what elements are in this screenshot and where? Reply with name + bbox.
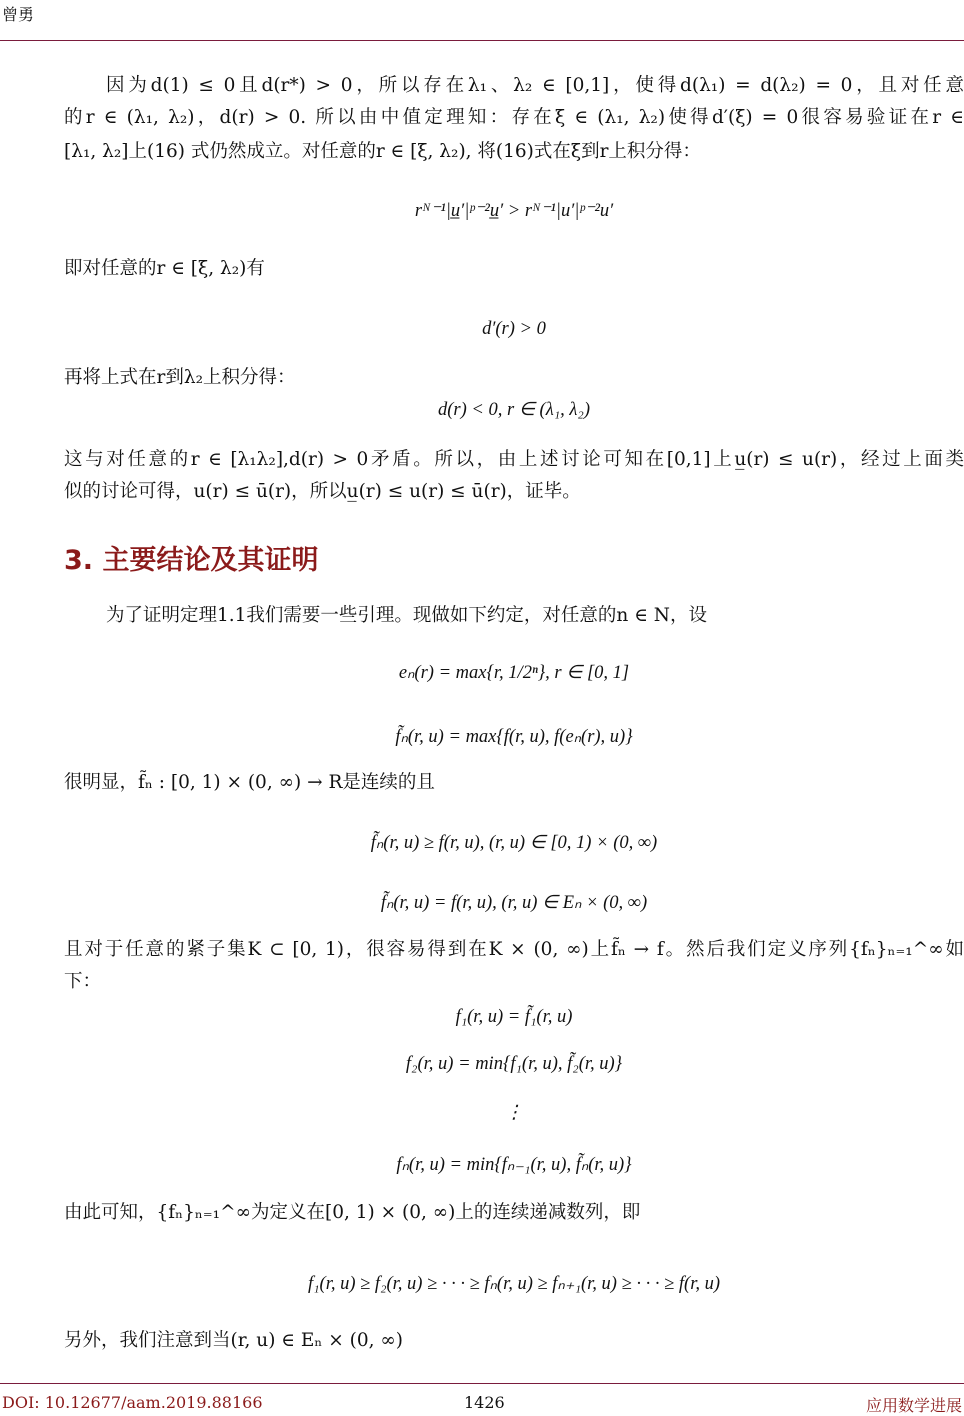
equation: f̃ₙ(r, u) ≥ f(r, u), (r, u) ∈ [0, 1) × (0, ∞) [370, 833, 658, 853]
paragraph-line: 即对任意的r ∈ [ξ, λ₂)有 [64, 258, 265, 279]
equation: eₙ(r) = max{r, 1/2ⁿ}, r ∈ [0, 1] [398, 663, 630, 683]
paragraph-line: [λ₁, λ₂]上(16) 式仍然成立。对任意的r ∈ [ξ, λ₂), 将(16)式在ξ到r上积分得： [64, 141, 701, 162]
equation: f₁(r, u) = f̃₁(r, u) [455, 1007, 573, 1027]
equation: f̃ₙ(r, u) = max{f(r, u), f(eₙ(r), u)} [395, 727, 633, 747]
footer-page-number: 1426 [464, 1393, 505, 1412]
equation: f₁(r, u) ≥ f₂(r, u) ≥ · · · ≥ fₙ(r, u) ≥ fₙ₊₁(r, u) ≥ · · · ≥ f(r, u) [307, 1274, 721, 1294]
equation: f̃ₙ(r, u) = f(r, u), (r, u) ∈ Eₙ × (0, ∞) [380, 893, 648, 913]
footer-doi[interactable]: DOI: 10.12677/aam.2019.88166 [2, 1393, 263, 1412]
running-header-author: 曾勇 [2, 5, 35, 24]
paragraph-line: 且对于任意的紧子集K ⊂ [0, 1)，很容易得到在K × (0, ∞)上f̃ₙ → f。然后我们定义序列{fₙ}ₙ₌₁^∞如 [64, 939, 964, 960]
paragraph-line: 另外，我们注意到当(r, u) ∈ Eₙ × (0, ∞) [64, 1330, 404, 1351]
paragraph-line: 下： [64, 971, 102, 992]
paragraph-line: 因为d(1) ≤ 0且d(r*) > 0，所以存在λ₁、λ₂ ∈ [0,1]，使得d(λ₁) = d(λ₂) = 0，且对任意 [106, 75, 964, 96]
section-heading: 3. 主要结论及其证明 [64, 545, 319, 576]
paragraph-line: 再将上式在r到λ₂上积分得： [64, 367, 296, 388]
paragraph-line: 为了证明定理1.1我们需要一些引理。现做如下约定，对任意的n ∈ N，设 [106, 605, 707, 626]
paragraph-line: 似的讨论可得，u(r) ≤ ū(r)，所以u̲(r) ≤ u(r) ≤ ū(r)，证毕。 [64, 481, 581, 502]
equation: rᴺ⁻¹|u̲′|ᵖ⁻²u̲′ > rᴺ⁻¹|u′|ᵖ⁻²u′ [414, 201, 614, 221]
paragraph-line: 这与对任意的r ∈ [λ₁λ₂],d(r) > 0矛盾。所以，由上述讨论可知在[0,1]上u̲(r) ≤ u(r)，经过上面类 [64, 449, 964, 470]
footer-journal: 应用数学进展 [865, 1396, 962, 1415]
equation: d(r) < 0, r ∈ (λ₁, λ₂) [437, 400, 591, 420]
equation: fₙ(r, u) = min{fₙ₋₁(r, u), f̃ₙ(r, u)} [396, 1155, 632, 1175]
paragraph-line: 由此可知，{fₙ}ₙ₌₁^∞为定义在[0, 1) × (0, ∞)上的连续递减数列，即 [64, 1202, 641, 1223]
header-rule [0, 40, 964, 41]
paragraph-line: 的r ∈ (λ₁, λ₂)，d(r) > 0. 所以由中值定理知：存在ξ ∈ (λ₁, λ₂)使得d′(ξ) = 0很容易验证在r ∈ [64, 107, 964, 128]
vertical-ellipsis: ⋮ [504, 1103, 524, 1123]
equation: f₂(r, u) = min{f₁(r, u), f̃₂(r, u)} [405, 1054, 623, 1074]
paragraph-line: 很明显，f̃ₙ : [0, 1) × (0, ∞) → R是连续的且 [64, 772, 435, 793]
equation: d′(r) > 0 [482, 319, 546, 339]
footer-rule [0, 1383, 964, 1384]
